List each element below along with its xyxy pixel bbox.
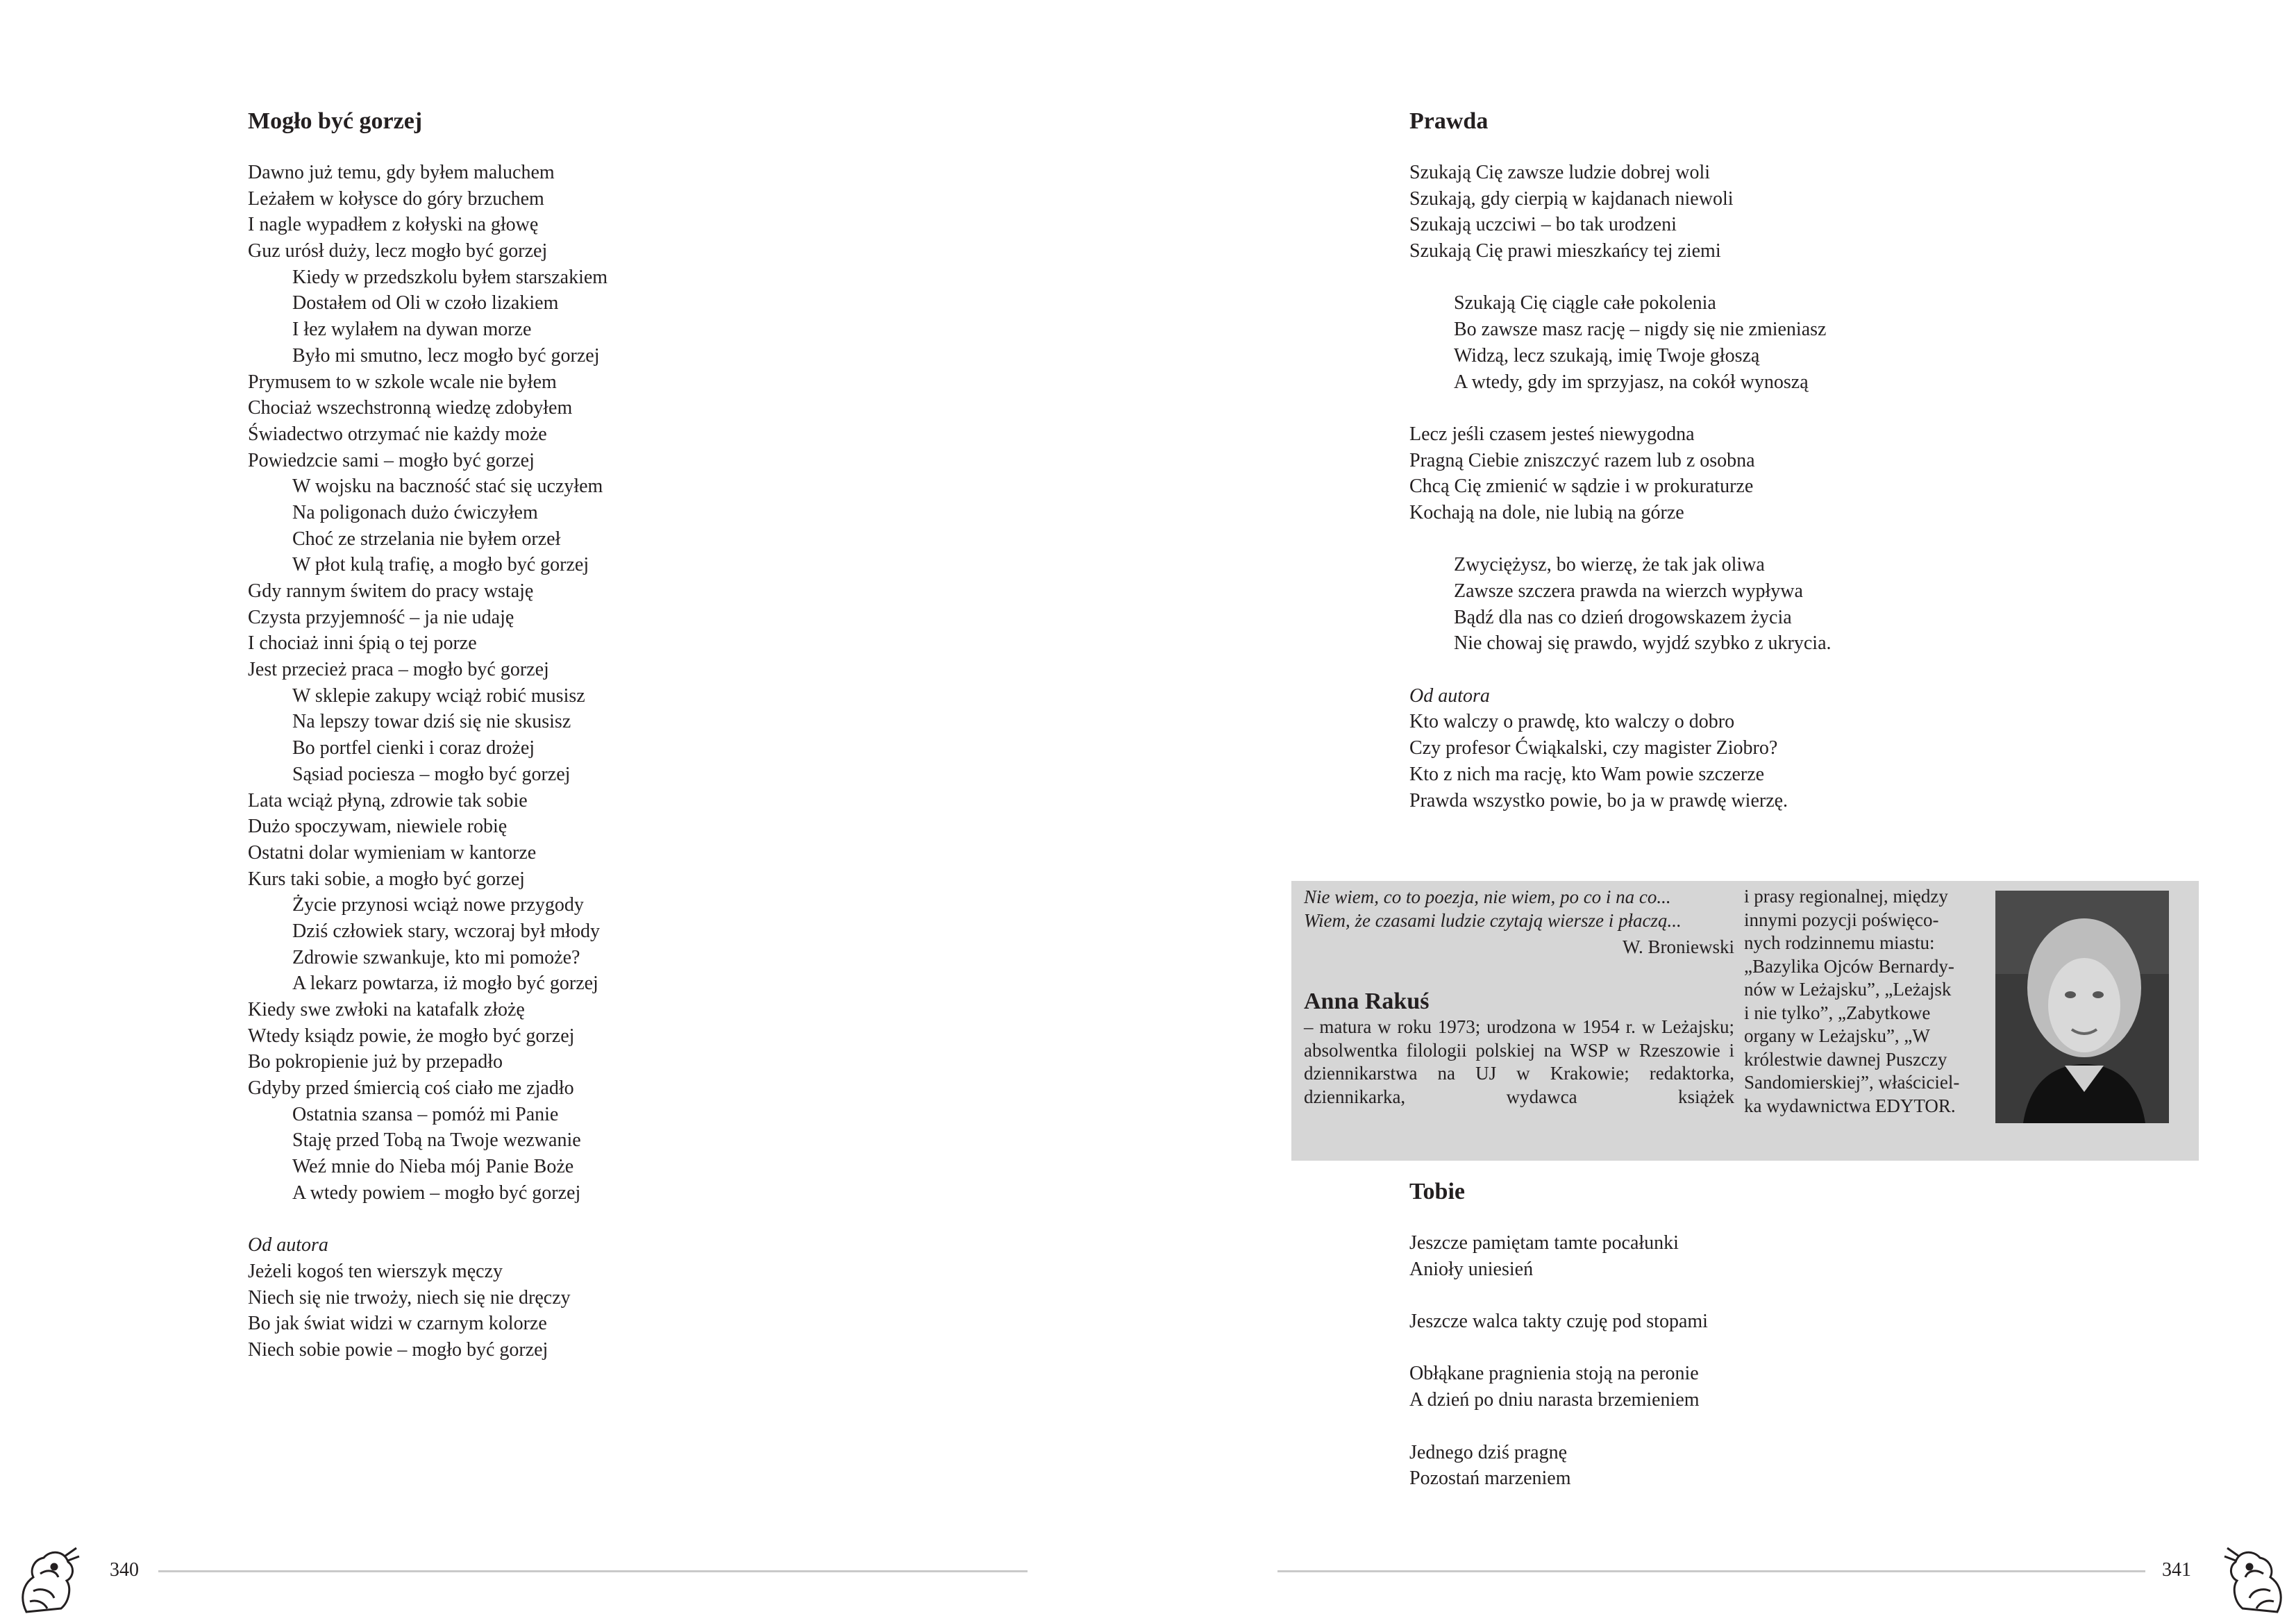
page-number: 340	[110, 1559, 139, 1581]
poem-line: Szukają Cię zawsze ludzie dobrej woli	[1409, 162, 1711, 183]
poem-line: Kiedy swe zwłoki na katafalk złożę	[248, 999, 525, 1020]
poem-line: Na lepszy towar dziś się nie skusisz	[292, 711, 571, 733]
poem-line: Dziś człowiek stary, wczoraj był młody	[292, 920, 600, 942]
poem-line: Dużo spoczywam, niewiele robię	[248, 816, 508, 838]
poem-line: Bo jak świat widzi w czarnym kolorze	[248, 1313, 547, 1335]
poem-body	[1409, 1230, 1708, 1492]
poem-line: Jeszcze pamiętam tamte pocałunki	[1409, 1232, 1679, 1254]
bio-line: organy w Leżajsku”, „W	[1744, 1025, 1930, 1046]
poem-line: Staję przed Tobą na Twoje wezwanie	[292, 1129, 581, 1152]
poem-line: Ostatnia szansa – pomóż mi Panie	[292, 1103, 559, 1125]
poem-line: Gdy rannym świtem do pracy wstaję	[248, 580, 534, 602]
poem-line: Od autora	[1409, 684, 1490, 707]
poem-line: Widzą, lecz szukają, imię Twoje głoszą	[1454, 344, 1760, 367]
poem-line: Szukają Cię prawi mieszkańcy tej ziemi	[1409, 240, 1721, 262]
poem-line: Bo pokropienie już by przepadło	[248, 1051, 503, 1073]
author-photo	[1995, 891, 2169, 1123]
poem-line: Czysta przyjemność – ja nie udaję	[248, 606, 514, 628]
poem-line: Było mi smutno, lecz mogło być gorzej	[292, 344, 600, 367]
bio-line: nych rodzinnemu miastu:	[1744, 932, 1935, 953]
poem-line: Lecz jeśli czasem jesteś niewygodna	[1409, 423, 1695, 445]
poem-line: Chociaż wszechstronną wiedzę zdobyłem	[248, 397, 573, 419]
bio-line: i prasy regionalnej, między	[1744, 886, 1948, 907]
stanza-gap	[1409, 1413, 1708, 1440]
poem-line: Bądź dla nas co dzień drogowskazem życia	[1454, 606, 1792, 628]
poem-line: Choć ze strzelania nie byłem orzeł	[292, 528, 561, 550]
bio-line: ka wydawnictwa EDYTOR.	[1744, 1095, 1956, 1116]
poem-line: Nie chowaj się prawdo, wyjdź szybko z ukrycia.	[1454, 632, 1832, 655]
poem-line: Obłąkane pragnienia stoją na peronie	[1409, 1363, 1699, 1385]
bio-column-1	[1304, 885, 1734, 1109]
poem-line: Życie przynosi wciąż nowe przygody	[292, 894, 584, 916]
poem-line: Ostatni dolar wymieniam w kantorze	[248, 841, 537, 864]
epigraph-line: Wiem, że czasami ludzie czytają wiersze i płaczą...	[1304, 910, 1682, 931]
poem-line: Kochają na dole, nie lubią na górze	[1409, 501, 1684, 523]
epigraph-author: W. Broniewski	[1623, 936, 1734, 957]
poem-line: W sklepie zakupy wciąż robić musisz	[292, 684, 585, 707]
poem-line: I łez wylałem na dywan morze	[292, 319, 532, 341]
stanza-gap	[1409, 526, 1832, 553]
poem-line: Jeszcze walca takty czuję pod stopami	[1409, 1311, 1708, 1333]
footer-rule	[1277, 1570, 2145, 1572]
page-number: 341	[2162, 1559, 2191, 1581]
poem-line: Lata wciąż płyną, zdrowie tak sobie	[248, 789, 528, 812]
poem-line: Szukają, gdy cierpią w kajdanach niewoli	[1409, 187, 1734, 210]
poem-line: Jeżeli kogoś ten wierszyk męczy	[248, 1260, 503, 1282]
poem-line: Czy profesor Ćwiąkalski, czy magister Ziobro?	[1409, 737, 1778, 759]
bio-line: nów w Leżajsku”, „Leżajsk	[1744, 979, 1952, 1000]
poem-line: Prawda wszystko powie, bo ja w prawdę wierzę.	[1409, 789, 1788, 812]
poem-line: Wtedy ksiądz powie, że mogło być gorzej	[248, 1025, 575, 1047]
poem-line: Pragną Ciebie zniszczyć razem lub z osobna	[1409, 449, 1755, 471]
stanza-gap	[1409, 1335, 1708, 1361]
bio-column-2	[1744, 885, 1987, 1118]
stanza-gap	[1409, 1282, 1708, 1309]
poem-line: Szukają uczciwi – bo tak urodzeni	[1409, 214, 1677, 236]
poem-line: Dawno już temu, gdy byłem maluchem	[248, 162, 555, 183]
poem-line: Zdrowie szwankuje, kto mi pomoże?	[292, 946, 580, 968]
poem-line: I chociaż inni śpią o tej porze	[248, 632, 477, 655]
stanza-gap	[1409, 264, 1832, 291]
poem-line: Gdyby przed śmiercią coś ciało me zjadło	[248, 1077, 574, 1100]
poem-line: Dostałem od Oli w czoło lizakiem	[292, 292, 559, 314]
stanza-gap	[248, 1206, 607, 1233]
poem-line: Kiedy w przedszkolu byłem starszakiem	[292, 266, 608, 288]
poem-line: A wtedy powiem – mogło być gorzej	[292, 1181, 581, 1204]
stanza-gap	[1409, 657, 1832, 683]
footer-rule	[158, 1570, 1028, 1572]
poem-line: Świadectwo otrzymać nie każdy może	[248, 423, 547, 445]
author-bio-text: – matura w roku 1973; urodzona w 1954 r. w Leżajsku; absolwentka filologii polskiej na WSP w Rzeszowie i dziennikarstwa na UJ w Krakowie; redaktorka, dziennikarka, wydawca książek	[1304, 1016, 1734, 1107]
poem-line: W płot kulą trafię, a mogło być gorzej	[292, 554, 589, 576]
stanza-gap	[1409, 395, 1832, 421]
poem-body	[248, 160, 607, 1363]
poem-line: Leżałem w kołysce do góry brzuchem	[248, 187, 544, 210]
poem-line: Pozostań marzeniem	[1409, 1468, 1571, 1490]
bio-line: „Bazylika Ojców Bernardy-	[1744, 955, 1954, 977]
bio-line: królestwie dawnej Puszczy	[1744, 1048, 1947, 1070]
poem-line: Chcą Cię zmienić w sądzie i w prokuraturze	[1409, 476, 1754, 498]
poem-body	[1409, 160, 1832, 814]
poem-title: Tobie	[1409, 1179, 1466, 1204]
poem-title: Prawda	[1409, 108, 1489, 134]
bio-line: i nie tylko”, „Zabytkowe	[1744, 1002, 1931, 1023]
poem-line: I nagle wypadłem z kołyski na głowę	[248, 214, 539, 236]
poem-line: A lekarz powtarza, iż mogło być gorzej	[292, 973, 598, 995]
poem-title: Mogło być gorzej	[248, 108, 423, 134]
griffin-ornament-icon	[2222, 1542, 2291, 1619]
poem-line: Kto z nich ma rację, kto Wam powie szczerze	[1409, 763, 1765, 785]
poem-line: Sąsiad pociesza – mogło być gorzej	[292, 763, 571, 785]
poem-line: Niech sobie powie – mogło być gorzej	[248, 1338, 548, 1361]
poem-line: W wojsku na baczność stać się uczyłem	[292, 476, 603, 498]
poem-line: Niech się nie trwoży, niech się nie dręczy	[248, 1286, 571, 1309]
poem-line: Bo zawsze masz rację – nigdy się nie zmieniasz	[1454, 319, 1827, 341]
right-page	[1148, 0, 2296, 1623]
bio-line: Sandomierskiej”, właściciel-	[1744, 1072, 1960, 1093]
poem-line: Powiedzcie sami – mogło być gorzej	[248, 449, 535, 471]
poem-line: Od autora	[248, 1234, 328, 1256]
poem-line: Zwyciężysz, bo wierzę, że tak jak oliwa	[1454, 554, 1765, 576]
poem-line: Kurs taki sobie, a mogło być gorzej	[248, 868, 525, 890]
epigraph-line: Nie wiem, co to poezja, nie wiem, po co i na co...	[1304, 886, 1671, 907]
poem-line: Weź mnie do Nieba mój Panie Boże	[292, 1156, 574, 1178]
poem-line: Bo portfel cienki i coraz drożej	[292, 737, 535, 759]
poem-line: Jest przecież praca – mogło być gorzej	[248, 659, 549, 681]
poem-line: Zawsze szczera prawda na wierzch wypływa	[1454, 580, 1803, 602]
author-bio-box	[1291, 881, 2199, 1161]
poem-line: Guz urósł duży, lecz mogło być gorzej	[248, 240, 548, 262]
poem-line: Jednego dziś pragnę	[1409, 1441, 1568, 1463]
poem-line: A wtedy, gdy im sprzyjasz, na cokół wynoszą	[1454, 371, 1809, 393]
bio-line: innymi pozycji poświęco-	[1744, 909, 1939, 930]
poem-line: Szukają Cię ciągle całe pokolenia	[1454, 292, 1716, 314]
poem-line: Anioły uniesień	[1409, 1258, 1534, 1280]
poem-line: Na poligonach dużo ćwiczyłem	[292, 501, 538, 523]
griffin-ornament-icon	[12, 1542, 82, 1619]
poem-line: Prymusem to w szkole wcale nie byłem	[248, 371, 557, 393]
author-name: Anna Rakuś	[1304, 989, 1430, 1014]
poem-line: Kto walczy o prawdę, kto walczy o dobro	[1409, 711, 1735, 733]
poem-line: A dzień po dniu narasta brzemieniem	[1409, 1389, 1700, 1411]
